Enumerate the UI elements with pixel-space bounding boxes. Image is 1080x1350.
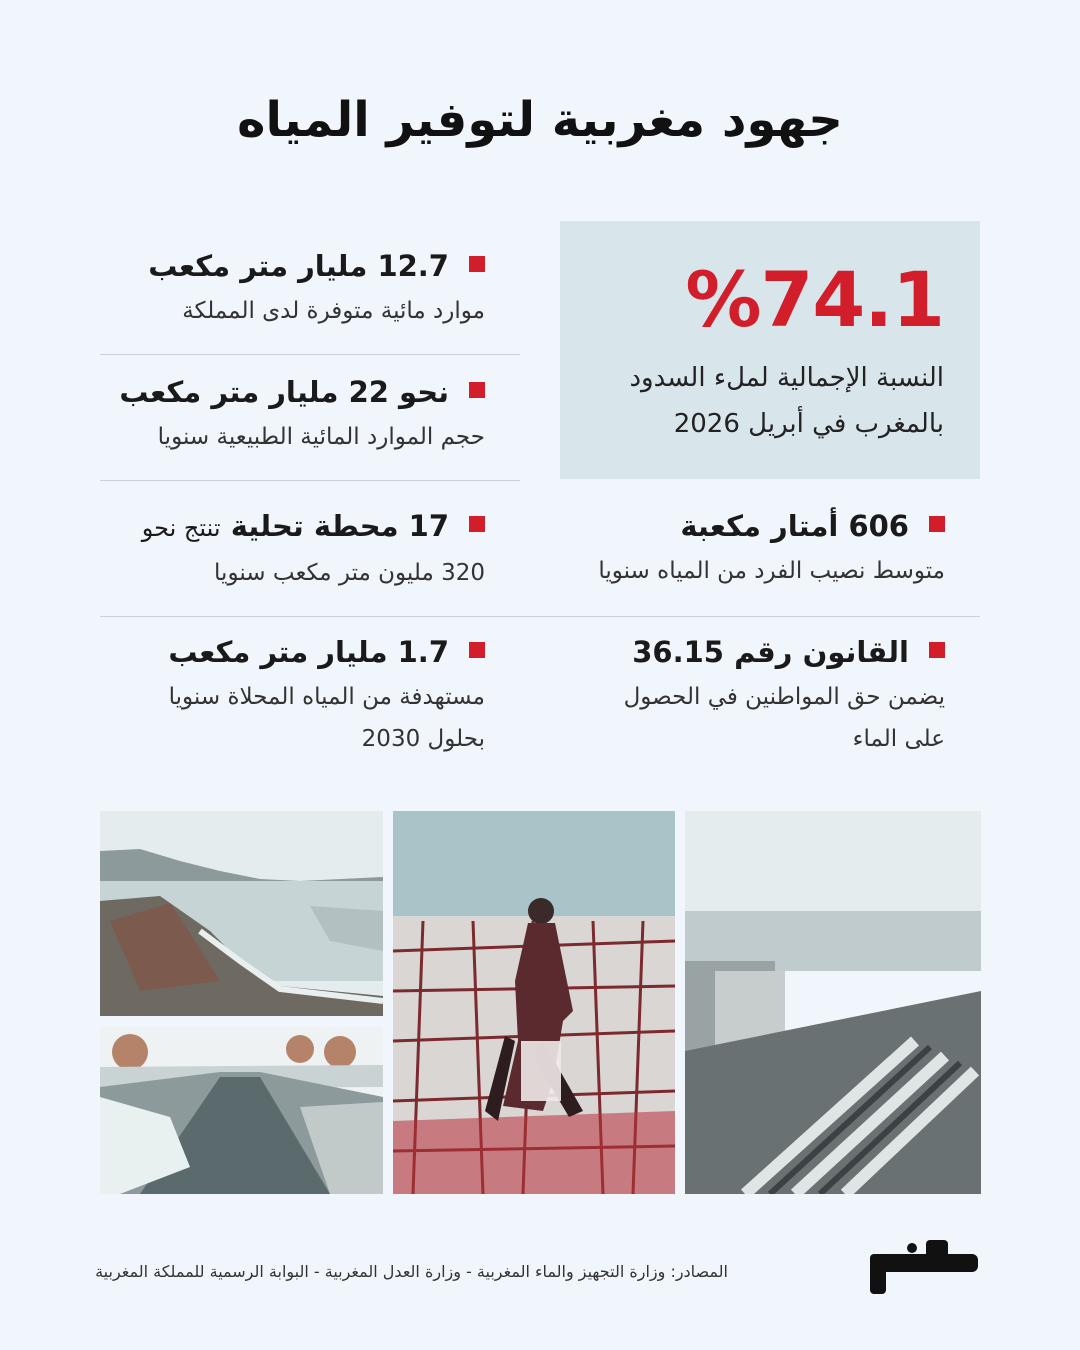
drought-walker-photo — [393, 811, 675, 1194]
red-square-marker-icon — [469, 516, 485, 532]
stat-description-line1: يضمن حق المواطنين في الحصول — [623, 684, 945, 710]
stat-desalination-stations — [65, 506, 485, 594]
divider — [100, 354, 520, 355]
red-square-marker-icon — [469, 256, 485, 272]
stat-description: موارد مائية متوفرة لدى المملكة — [182, 298, 485, 324]
dam-fill-description-line1: النسبة الإجمالية لملء السدود — [629, 363, 944, 393]
stat-per-capita-water — [525, 506, 945, 592]
stat-description-line1: مستهدفة من المياه المحلاة سنويا — [168, 684, 485, 710]
stat-heading: نحو 22 مليار متر مكعب — [119, 375, 449, 409]
stat-description: متوسط نصيب الفرد من المياه سنويا — [598, 558, 945, 584]
stat-description-line2: على الماء — [852, 726, 945, 752]
red-square-marker-icon — [929, 642, 945, 658]
sources-text: المصادر: وزارة التجهيز والماء المغربية - وزارة العدل المغربية - البوابة الرسمية للمملكة المغربية — [95, 1262, 728, 1281]
red-square-marker-icon — [929, 516, 945, 532]
dam-fill-description-line2: بالمغرب في أبريل 2026 — [673, 409, 944, 439]
stat-description: 320 مليون متر مكعب سنويا — [214, 560, 485, 586]
dam-fill-percentage: %74.1 — [685, 255, 944, 344]
stat-desalinated-target — [65, 632, 485, 760]
stat-heading: 1.7 مليار متر مكعب — [168, 635, 449, 669]
stat-water-law — [525, 632, 945, 760]
stat-heading — [65, 506, 485, 548]
stat-heading: 606 أمتار مكعبة — [680, 509, 909, 543]
dam-reservoir-photo — [100, 811, 383, 1016]
red-square-marker-icon — [469, 642, 485, 658]
red-square-marker-icon — [469, 382, 485, 398]
stat-heading: 12.7 مليار متر مكعب — [148, 249, 449, 283]
page-title: جهود مغربية لتوفير المياه — [237, 92, 843, 148]
stat-heading-bold: 17 محطة تحلية — [230, 509, 449, 543]
brand-logo — [866, 1240, 982, 1298]
dam-fill-description — [584, 355, 944, 447]
desalination-plant-photo — [685, 811, 981, 1194]
divider — [100, 480, 520, 481]
water-canal-photo — [100, 1027, 383, 1194]
stat-natural-water-resources — [65, 372, 485, 458]
stat-description-line2: بحلول 2030 — [361, 726, 485, 752]
divider — [100, 616, 980, 617]
stat-heading-tail: تنتج نحو — [141, 514, 221, 542]
stat-description: حجم الموارد المائية الطبيعية سنويا — [157, 424, 485, 450]
dam-fill-highlight-box — [560, 221, 980, 479]
stat-heading: القانون رقم 36.15 — [632, 635, 909, 669]
stat-available-water-resources — [65, 246, 485, 332]
